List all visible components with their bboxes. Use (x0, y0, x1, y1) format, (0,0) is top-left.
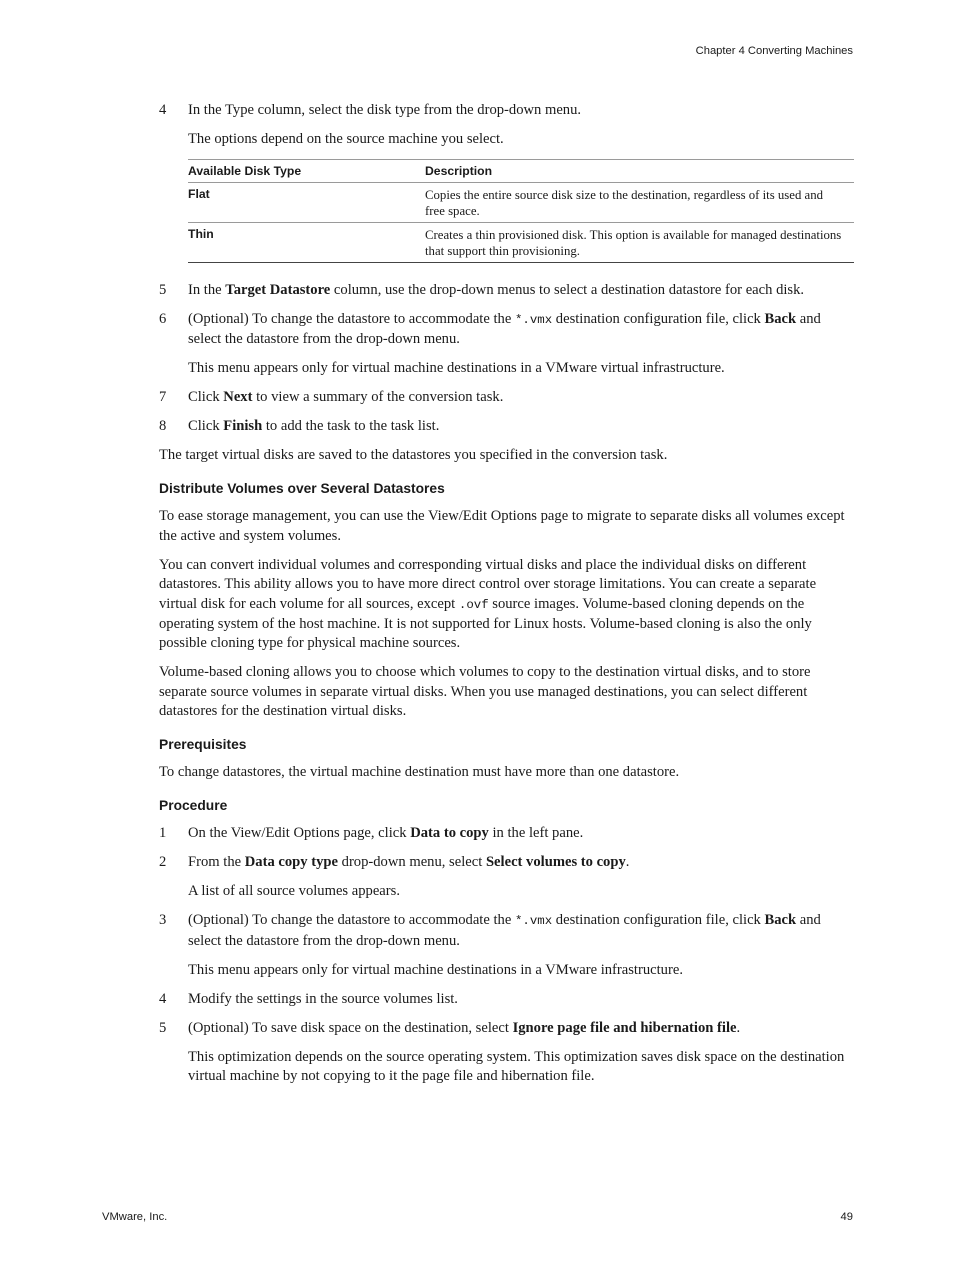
step-number: 8 (159, 418, 167, 435)
text-run: You can convert individual volumes and corresponding virtual disks and place the individual disks on different datastores. This ability allows you to have more direct control over storage limitations. You can create a separate virtual disk for each volume for all sources, except (159, 556, 817, 612)
ui-term: Finish (223, 418, 263, 435)
paragraph-3: Volume-based cloning allows you to choose which volumes to copy to the destination virtual disks, and to store separate source volumes in separate virtual disks. When you use managed destinations, you can select different datastores for the destination virtual disks. (159, 664, 811, 720)
step-text: In the Type column, select the disk type from the drop-down menu. (188, 102, 582, 118)
text-run: destination configuration file, click (552, 311, 765, 327)
ui-term: Next (223, 389, 253, 406)
procedure-step-3-note: This menu appears only for virtual machine destinations in a VMware infrastructure. (188, 961, 683, 978)
step-4 (159, 101, 854, 120)
result-paragraph: The target virtual disks are saved to the datastores you specified in the conversion task. (159, 447, 668, 464)
procedure-heading: Procedure (159, 797, 228, 813)
page-content (159, 101, 854, 1096)
procedure-step-5 (159, 1019, 854, 1038)
procedure-step-4 (159, 990, 854, 1009)
disk-type-thin: Thin (188, 223, 425, 263)
step-number: 5 (159, 1019, 167, 1036)
text-run: and select the datastore from the drop-down menu. (188, 311, 821, 348)
procedure-step-1 (159, 824, 854, 843)
table-row (188, 183, 854, 223)
text-run: . (625, 854, 630, 871)
disk-type-thin-description: Creates a thin provisioned disk. This option is available for managed destinations that support thin provisioning. (425, 223, 854, 263)
step-number: 6 (159, 311, 167, 327)
step-number: 3 (159, 912, 167, 929)
disk-type-flat-description: Copies the entire source disk size to the destination, regardless of its used and free space. (425, 183, 854, 223)
step-number: 1 (159, 825, 167, 842)
text-run: On the View/Edit Options page, click (188, 825, 411, 842)
step-number: 5 (159, 282, 167, 298)
text-run: to add the task to the task list. (262, 418, 440, 435)
text-run: and select the datastore from the drop-down menu. (188, 912, 821, 949)
paragraph-1: To ease storage management, you can use the View/Edit Options page to migrate to separate disks all volumes except the active and system volumes. (159, 508, 845, 544)
text-run: drop-down menu, select (338, 854, 486, 871)
prerequisites-heading: Prerequisites (159, 736, 247, 752)
ui-term: Ignore page file and hibernation file (512, 1019, 737, 1036)
step-number: 4 (159, 990, 167, 1007)
text-run: In the (188, 282, 226, 298)
step-6-note: This menu appears only for virtual machine destinations in a VMware virtual infrastructure. (188, 360, 725, 377)
table-row (188, 223, 854, 263)
ui-term: Data copy type (244, 854, 338, 871)
text-run: destination configuration file, click (552, 912, 765, 929)
text-run: in the left pane. (488, 825, 584, 842)
step-4-note: The options depend on the source machine you select. (188, 131, 504, 147)
code-term: .ovf (458, 597, 489, 612)
text-run: From the (188, 854, 245, 871)
code-term: *.vmx (514, 914, 553, 929)
step-text: Modify the settings in the source volumes list. (188, 990, 458, 1007)
text-run: column, use the drop-down menus to select a destination datastore for each disk. (330, 282, 805, 298)
text-run: (Optional) To change the datastore to accommodate the (188, 912, 515, 929)
text-run: (Optional) To change the datastore to accommodate the (188, 311, 515, 327)
disk-type-table (188, 159, 854, 263)
step-5 (159, 281, 854, 300)
step-6 (159, 310, 854, 350)
step-number: 2 (159, 854, 167, 871)
step-number: 4 (159, 102, 167, 118)
disk-type-flat: Flat (188, 183, 425, 223)
ui-term: Select volumes to copy (485, 854, 626, 871)
running-header: Chapter 4 Converting Machines (695, 45, 853, 57)
text-run: to view a summary of the conversion task. (252, 389, 504, 406)
step-number: 7 (159, 389, 167, 406)
section-heading: Distribute Volumes over Several Datastores (159, 480, 445, 496)
ui-term: Target Datastore (225, 282, 331, 298)
page-number: 49 (840, 1211, 853, 1223)
ui-term: Back (764, 311, 797, 327)
step-7 (159, 388, 854, 407)
prerequisites-text: To change datastores, the virtual machine destination must have more than one datastore. (159, 764, 680, 781)
ui-term: Back (764, 912, 797, 929)
paragraph-2 (159, 556, 854, 654)
table-header-type: Available Disk Type (188, 160, 425, 183)
text-run: Click (188, 418, 224, 435)
step-8 (159, 417, 854, 436)
procedure-step-5-note: This optimization depends on the source operating system. This optimization saves disk space on the destination virtual machine by not copying to it the page file and hibernation file. (188, 1048, 845, 1085)
procedure-step-2 (159, 853, 854, 872)
table-header-description: Description (425, 160, 854, 183)
procedure-step-3 (159, 911, 854, 951)
text-run: (Optional) To save disk space on the destination, select (188, 1019, 513, 1036)
text-run: source images. Volume-based cloning depends on the operating system of the host machine. It is not supported for Linux hosts. Volume-based cloning is also the only possible cloning type for physical machine sources. (159, 595, 812, 652)
ui-term: Data to copy (410, 825, 489, 842)
text-run: Click (188, 389, 224, 406)
footer-company: VMware, Inc. (102, 1211, 168, 1223)
code-term: *.vmx (514, 313, 553, 327)
text-run: . (736, 1019, 741, 1036)
procedure-step-2-note: A list of all source volumes appears. (188, 883, 400, 900)
